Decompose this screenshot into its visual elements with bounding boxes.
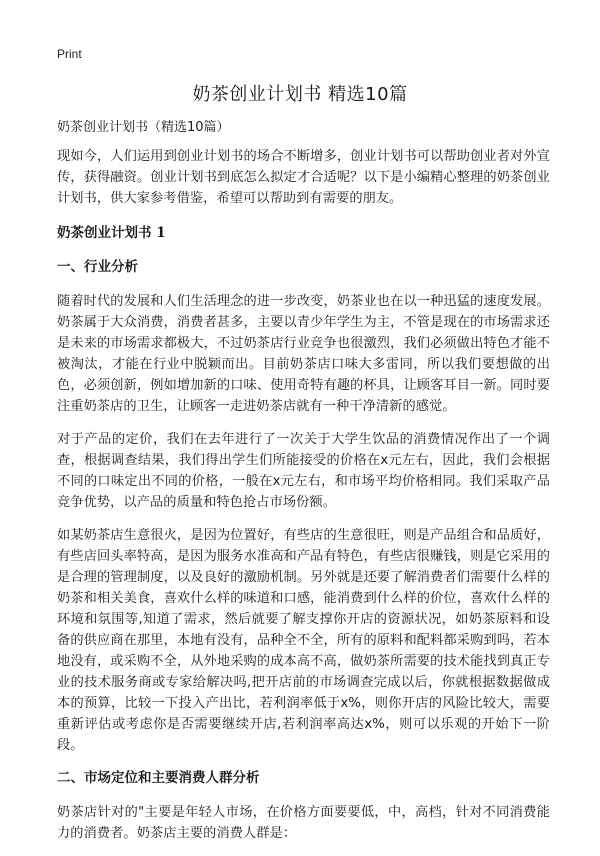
heading-market-positioning: 二、市场定位和主要消费人群分析 bbox=[57, 770, 260, 786]
paragraph: 对于产品的定价，我们在去年进行了一次关于大学生饮品的消费情况作出了一个调查，根据调查结果，我们得出学生们所能接受的价格在x元左右，因此，我们会根据不同的口味定出不同的价格，一般在x元左右，和市场平均价格相同。我们采取产品竞争优势，以产品的质量和特色抢占市场份额。 bbox=[57, 432, 550, 510]
page-title: 奶茶创业计划书 精选10篇 bbox=[192, 84, 408, 105]
heading-industry-analysis: 一、行业分析 bbox=[57, 259, 138, 275]
document-body bbox=[57, 118, 550, 856]
paragraph: 如某奶茶店生意很火，是因为位置好，有些店的生意很旺，则是产品组合和品质好，有些店回头率特高，是因为服务水准高和产品有特色，有些店很赚钱，则是它采用的是合理的管理制度，以及良好的激励机制。另外就是还要了解消费者们需要什么样的奶茶和相关美食，喜欢什么样的味道和口感，能消费到什么样的价位，喜欢什么样的环境和氛围等,知道了需求，然后就要了解支撑你开店的资源状况，如奶茶原料和设备的供应商在那里，本地有没有，品种全不全，所有的原料和配料都采购到吗，若本地没有，或采购不全，从外地采购的成本高不高，做奶茶所需要的技术能找到真正专业的技术服务商或专家给解决吗,把开店前的市场调查完成以后，你就根据数据做成本的预算，比较一下投入产出比，若利润率低于x%，则你开店的风险比较大，需要重新评估或考虑你是否需要继续开店,若利润率高达x%，则可以乐观的开始下一阶段。 bbox=[57, 528, 550, 753]
document-subtitle: 奶茶创业计划书（精选10篇） bbox=[57, 120, 230, 135]
intro-paragraph: 现如今，人们运用到创业计划书的场合不断增多，创业计划书可以帮助创业者对外宣传，获得融资。创业计划书到底怎么拟定才合适呢？以下是小编精心整理的奶茶创业计划书，供大家参考借鉴，希望可以帮助到有需要的朋友。 bbox=[57, 149, 550, 206]
print-link[interactable]: Print bbox=[57, 47, 82, 61]
paragraph: 随着时代的发展和人们生活理念的进一步改变，奶茶业也在以一种迅猛的速度发展。奶茶属于大众消费，消费者甚多，主要以青少年学生为主，不管是现在的市场需求还是未来的市场需求都极大，不过奶茶店行业竞争也很激烈，我们必须做出特色才能不被淘汰，才能在行业中脱颖而出。目前奶茶店口味大多雷同，所以我们要想做的出色，必须创新，例如增加新的口味、使用奇特有趣的杯具，让顾客耳目一新。同时要注重奶茶店的卫生，让顾客一走进奶茶店就有一种干净清新的感觉。 bbox=[57, 294, 550, 414]
section-title: 奶茶创业计划书 1 bbox=[57, 225, 166, 241]
paragraph: 奶茶店针对的"主要是年轻人市场，在价格方面要要低，中，高档，针对不同消费能力的消费者。奶茶店主要的消费人群是： bbox=[57, 805, 550, 841]
